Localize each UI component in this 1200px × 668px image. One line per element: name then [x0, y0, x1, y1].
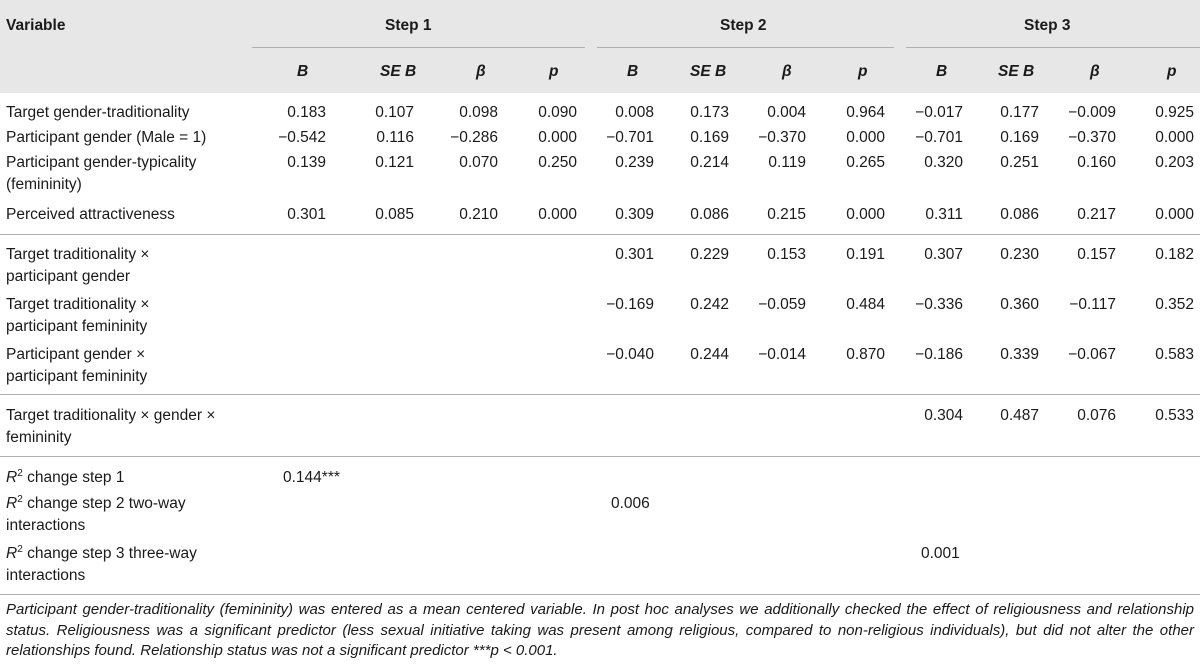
table-cell: 0.964: [846, 104, 885, 121]
table-cell: 0.583: [1155, 346, 1194, 363]
subheader-se-b-step3: SE B: [998, 63, 1035, 80]
r2-value: 0.144***: [283, 469, 340, 486]
r2-row-label: [6, 493, 186, 515]
r2-value: 0.006: [611, 495, 650, 512]
r2-superscript: 2: [17, 467, 23, 479]
row-label: Target traditionality × gender ×: [6, 407, 216, 424]
table-cell: 0.157: [1077, 246, 1116, 263]
table-cell: 0.107: [375, 104, 414, 121]
divider-2: [0, 394, 1200, 395]
table-cell: −0.701: [606, 129, 654, 146]
table-cell: −0.701: [915, 129, 963, 146]
subheader-beta-step3: β: [1090, 63, 1100, 80]
table-cell: 0.311: [925, 206, 963, 223]
table-cell: −0.542: [278, 129, 326, 146]
r2-label-text: change step 3 three-way: [27, 545, 197, 562]
r2-row-label: interactions: [6, 567, 86, 584]
subheader-beta-step1: β: [476, 63, 486, 80]
table-cell: 0.076: [1077, 407, 1116, 424]
r2-symbol: R: [6, 545, 18, 562]
row-label: participant femininity: [6, 368, 148, 385]
table-cell: 0.870: [846, 346, 885, 363]
table-cell: 0.533: [1155, 407, 1194, 424]
table-cell: 0.251: [1000, 154, 1039, 171]
r2-symbol: R: [6, 495, 18, 512]
table-cell: 0.004: [767, 104, 806, 121]
table-cell: 0.000: [846, 129, 885, 146]
row-label: Participant gender (Male = 1): [6, 129, 207, 146]
table-cell: 0.119: [768, 154, 806, 171]
table-cell: 0.116: [376, 129, 414, 146]
table-cell: 0.160: [1077, 154, 1116, 171]
table-cell: 0.217: [1077, 206, 1116, 223]
row-label: Target gender-traditionality: [6, 104, 190, 121]
table-cell: 0.250: [538, 154, 577, 171]
subheader-p-step1: p: [549, 63, 559, 80]
step1-rule: [252, 47, 585, 48]
step3-header: Step 3: [1024, 17, 1071, 34]
table-cell: 0.000: [538, 129, 577, 146]
table-cell: 0.182: [1155, 246, 1194, 263]
table-cell: 0.000: [1155, 206, 1194, 223]
table-cell: 0.244: [690, 346, 729, 363]
subheader-p-step2: p: [858, 63, 868, 80]
table-cell: 0.320: [924, 154, 963, 171]
table-cell: 0.230: [1000, 246, 1039, 263]
table-cell: 0.307: [924, 246, 963, 263]
table-cell: 0.177: [1000, 104, 1039, 121]
table-cell: 0.925: [1155, 104, 1194, 121]
table-cell: 0.304: [924, 407, 963, 424]
subheader-p-step3: p: [1167, 63, 1177, 80]
table-cell: 0.301: [287, 206, 326, 223]
table-cell: −0.067: [1068, 346, 1116, 363]
table-cell: −0.009: [1068, 104, 1116, 121]
r2-label-text: change step 1: [27, 469, 125, 486]
table-cell: −0.059: [758, 296, 806, 313]
table-cell: 0.309: [615, 206, 654, 223]
table-cell: −0.286: [450, 129, 498, 146]
subheader-beta-step2: β: [782, 63, 792, 80]
table-cell: 0.098: [459, 104, 498, 121]
table-cell: 0.191: [846, 246, 885, 263]
row-label: Target traditionality ×: [6, 296, 150, 313]
table-cell: −0.370: [758, 129, 806, 146]
subheader-b-step2: B: [627, 63, 639, 80]
table-cell: −0.169: [606, 296, 654, 313]
table-cell: −0.014: [758, 346, 806, 363]
subheader-se-b-step2: SE B: [690, 63, 727, 80]
r2-value: 0.001: [921, 545, 960, 562]
table-cell: 0.000: [846, 206, 885, 223]
subheader-se-b-step1: SE B: [380, 63, 417, 80]
row-label: Participant gender ×: [6, 346, 146, 363]
r2-row-label: interactions: [6, 517, 86, 534]
r2-superscript: 2: [17, 543, 23, 555]
subheader-b-step1: B: [297, 63, 309, 80]
row-label: Perceived attractiveness: [6, 206, 175, 223]
table-footnote: Participant gender-traditionality (femininity) was entered as a mean centered variable. In post hoc analyses we additionally checked the effect of religiousness and relationship status. Religiousness was a significant predictor (less sexual initiative taking was present among religious, compared to non-religious individuals), but did not alter the other relationships found. Relationship status was not a significant predictor ***p < 0.001.: [6, 601, 1194, 659]
table-cell: 0.086: [1000, 206, 1039, 223]
table-cell: 0.183: [287, 104, 326, 121]
table-cell: −0.040: [606, 346, 654, 363]
table-cell: 0.339: [1000, 346, 1039, 363]
table-cell: −0.017: [915, 104, 963, 121]
table-cell: 0.173: [690, 104, 729, 121]
step1-header: Step 1: [385, 17, 432, 34]
table-cell: 0.352: [1155, 296, 1194, 313]
table-cell: 0.139: [287, 154, 326, 171]
table-cell: 0.215: [767, 206, 806, 223]
table-cell: 0.169: [1000, 129, 1039, 146]
table-cell: 0.121: [375, 154, 414, 171]
table-cell: 0.085: [375, 206, 414, 223]
table-cell: 0.203: [1155, 154, 1194, 171]
table-cell: 0.239: [615, 154, 654, 171]
table-cell: 0.265: [846, 154, 885, 171]
divider-4: [0, 594, 1200, 595]
table-cell: 0.360: [1000, 296, 1039, 313]
r2-row-label: [6, 543, 197, 565]
table-cell: −0.186: [915, 346, 963, 363]
r2-label-text: change step 2 two-way: [27, 495, 186, 512]
table-cell: 0.484: [846, 296, 885, 313]
variable-column-header: Variable: [6, 17, 66, 34]
table-cell: 0.487: [1000, 407, 1039, 424]
table-cell: 0.090: [538, 104, 577, 121]
table-cell: 0.153: [767, 246, 806, 263]
table-cell: −0.370: [1068, 129, 1116, 146]
row-label: Target traditionality ×: [6, 246, 150, 263]
table-cell: 0.301: [615, 246, 654, 263]
row-label: participant femininity: [6, 318, 148, 335]
step2-rule: [597, 47, 894, 48]
table-cell: 0.242: [690, 296, 729, 313]
table-cell: 0.000: [1155, 129, 1194, 146]
r2-symbol: R: [6, 469, 18, 486]
table-cell: 0.214: [690, 154, 729, 171]
table-cell: 0.086: [690, 206, 729, 223]
table-cell: 0.070: [459, 154, 498, 171]
table-cell: 0.210: [459, 206, 498, 223]
row-label: Participant gender-typicality: [6, 154, 197, 171]
table-cell: 0.000: [538, 206, 577, 223]
step3-rule: [906, 47, 1200, 48]
table-cell: −0.117: [1069, 296, 1116, 313]
divider-3: [0, 456, 1200, 457]
table-cell: −0.336: [915, 296, 963, 313]
row-label: (femininity): [6, 176, 82, 193]
table-cell: 0.229: [690, 246, 729, 263]
r2-row-label: [6, 467, 124, 489]
table-cell: 0.169: [690, 129, 729, 146]
subheader-b-step3: B: [936, 63, 948, 80]
divider-1: [0, 234, 1200, 235]
table-cell: 0.008: [615, 104, 654, 121]
row-label: participant gender: [6, 268, 131, 285]
row-label: femininity: [6, 429, 72, 446]
r2-superscript: 2: [17, 493, 23, 505]
step2-header: Step 2: [720, 17, 767, 34]
